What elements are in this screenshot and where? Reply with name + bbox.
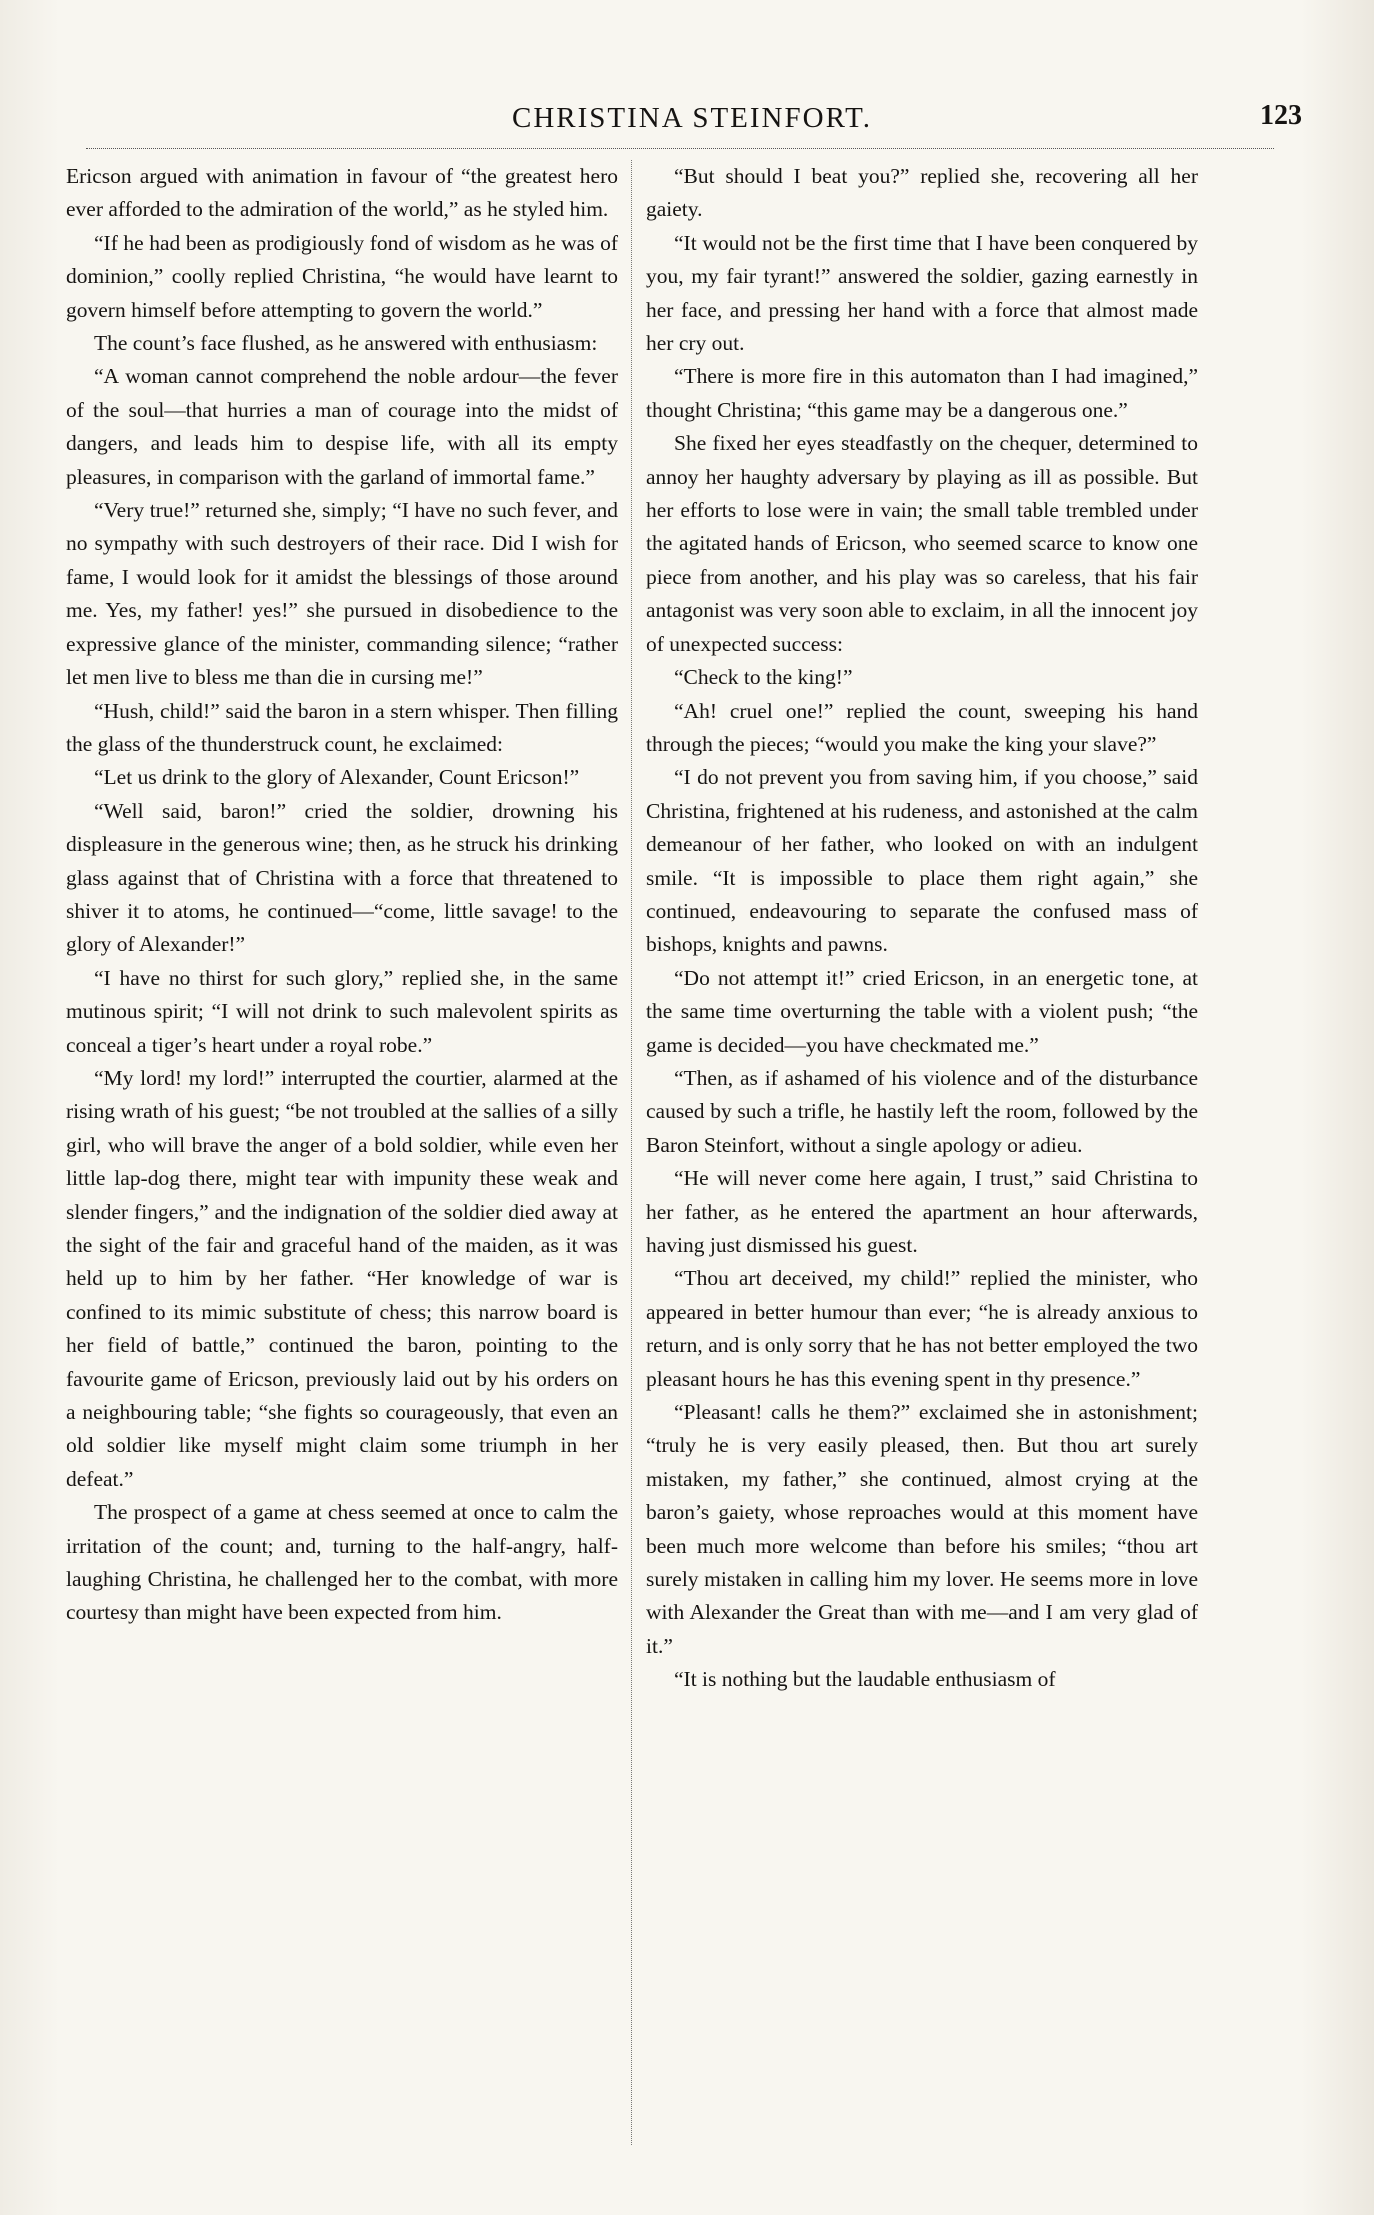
column-divider xyxy=(631,160,632,2145)
paragraph: “There is more fire in this automaton than I had imagined,” thought Christina; “this game may be a dangerous one.” xyxy=(646,364,1198,422)
paragraph: “Let us drink to the glory of Alexander, Count Ericson!” xyxy=(94,765,580,790)
running-title: CHRISTINA STEINFORT. xyxy=(512,102,872,134)
paragraph: The count’s face flushed, as he answered with enthusiasm: xyxy=(94,331,598,356)
right-column xyxy=(646,160,1198,1697)
paragraph: “Do not attempt it!” cried Ericson, in an energetic tone, at the same time overturning the table with a violent push; “the game is decided—you have checkmated me.” xyxy=(646,965,1198,1057)
paragraph: “But should I beat you?” replied she, recovering all her gaiety. xyxy=(646,164,1198,222)
paragraph: “Then, as if ashamed of his violence and of the disturbance caused by such a trifle, he hastily left the room, followed by the Baron Steinfort, without a single apology or adieu. xyxy=(646,1065,1198,1157)
header-rule xyxy=(86,148,1274,150)
paragraph: “Check to the king!” xyxy=(674,665,853,690)
paragraph: “Pleasant! calls he them?” exclaimed she in astonishment; “truly he is very easily pleased, then. But thou art surely mistaken, my father,” she continued, almost crying at the baron’s gaiety, whose reproaches would at this moment have been much more welcome than before his smiles; “thou art surely mistaken in calling him my lover. He seems more in love with Alexander the Great than with me—and I am very glad of it.” xyxy=(646,1400,1198,1658)
page-header xyxy=(70,100,1314,140)
paragraph: “It is nothing but the laudable enthusiasm of xyxy=(674,1667,1056,1692)
paragraph: “Well said, baron!” cried the soldier, drowning his displeasure in the generous wine; then, as he struck his drinking glass against that of Christina with a force that threatened to shiver it to atoms, he continued—“come, little savage! to the glory of Alexander!” xyxy=(66,798,618,957)
page-number: 123 xyxy=(1260,100,1302,131)
paragraph: Ericson argued with animation in favour of “the greatest hero ever afforded to the admiration of the world,” as he styled him. xyxy=(66,164,618,222)
paragraph: “Hush, child!” said the baron in a stern whisper. Then filling the glass of the thunderstruck count, he exclaimed: xyxy=(66,698,618,756)
paragraph: “My lord! my lord!” interrupted the courtier, alarmed at the rising wrath of his guest; “be not troubled at the sallies of a silly girl, who will brave the anger of a bold soldier, while even her little lap-dog there, might tear with impunity these weak and slender fingers,” and the indignation of the soldier died away at the sight of the fair and graceful hand of the maiden, as it was held up to him by her father. “Her knowledge of war is confined to its mimic substitute of chess; this narrow board is her field of battle,” continued the baron, pointing to the favourite game of Ericson, previously laid out by his orders on a neighbouring table; “she fights so courageously, that even an old soldier like myself might claim some triumph in her defeat.” xyxy=(66,1065,618,1491)
paragraph: “I have no thirst for such glory,” replied she, in the same mutinous spirit; “I will not drink to such malevolent spirits as conceal a tiger’s heart under a royal robe.” xyxy=(66,965,618,1057)
paragraph: “Thou art deceived, my child!” replied the minister, who appeared in better humour than ever; “he is already anxious to return, and is only sorry that he has not better employed the two pleasant hours he has this evening spent in thy presence.” xyxy=(646,1266,1198,1391)
paragraph: “A woman cannot comprehend the noble ardour—the fever of the soul—that hurries a man of courage into the midst of dangers, and leads him to despise life, with all its empty pleasures, in comparison with the garland of immortal fame.” xyxy=(66,364,618,489)
paragraph: “It would not be the first time that I have been conquered by you, my fair tyrant!” answered the soldier, gazing earnestly in her face, and pressing her hand with a force that almost made her cry out. xyxy=(646,230,1198,356)
paragraph: “If he had been as prodigiously fond of wisdom as he was of dominion,” coolly replied Christina, “he would have learnt to govern himself before attempting to govern the world.” xyxy=(66,230,618,322)
paragraph: She fixed her eyes steadfastly on the chequer, determined to annoy her haughty adversary by playing as ill as possible. But her efforts to lose were in vain; the small table trembled under the agitated hands of Ericson, who seemed scarce to know one piece from another, and his play was so careless, that his fair antagonist was very soon able to exclaim, in all the innocent joy of unexpected success: xyxy=(646,431,1198,656)
paragraph: “I do not prevent you from saving him, if you choose,” said Christina, frightened at his rudeness, and astonished at the calm demeanour of her father, who looked on with an indulgent smile. “It is impossible to place them right again,” she continued, endeavouring to separate the confused mass of bishops, knights and pawns. xyxy=(646,765,1198,957)
paragraph: “Ah! cruel one!” replied the count, sweeping his hand through the pieces; “would you make the king your slave?” xyxy=(646,698,1198,756)
left-column xyxy=(66,160,618,1630)
paragraph: “He will never come here again, I trust,” said Christina to her father, as he entered the apartment an hour afterwards, having just dismissed his guest. xyxy=(646,1166,1198,1257)
paragraph: The prospect of a game at chess seemed at once to calm the irritation of the count; and, turning to the half-angry, half-laughing Christina, he challenged her to the combat, with more courtesy than might have been expected from him. xyxy=(66,1500,618,1625)
paragraph: “Very true!” returned she, simply; “I have no such fever, and no sympathy with such destroyers of their race. Did I wish for fame, I would look for it amidst the blessings of those around me. Yes, my father! yes!” she pursued in disobedience to the expressive glance of the minister, commanding silence; “rather let men live to bless me than die in cursing me!” xyxy=(66,498,618,690)
